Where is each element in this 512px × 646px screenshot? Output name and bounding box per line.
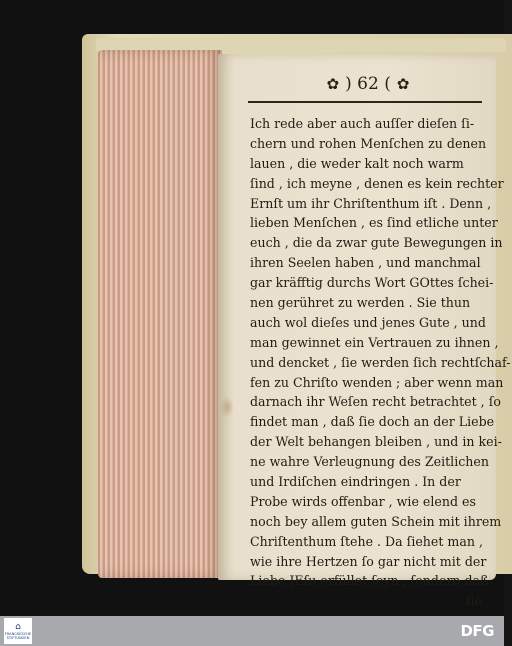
text-line: auch wol dieſes und jenes Gute , und: [250, 314, 486, 330]
text-line: fen zu Chriſto wenden ; aber wenn man: [250, 374, 504, 390]
text-line: ne wahre Verleugnung des Zeitlichen: [250, 454, 489, 470]
text-line: lauen , die weder kalt noch warm: [250, 155, 464, 171]
dfg-logo[interactable]: DFG: [460, 622, 494, 640]
text-line: Liebe JEſu erfüllet ſeyn , ſondern daß: [250, 573, 489, 589]
page-text: [250, 114, 511, 611]
text-line: lieben Menſchen , es ſind etliche unter: [250, 215, 498, 231]
text-line: Ich rede aber auch auſſer dieſen ſi-: [250, 116, 475, 131]
text-line: noch bey allem guten Schein mit ihrem: [250, 513, 502, 529]
ornament-left-icon: ✿: [326, 74, 340, 93]
text-line: gar kräfftig durchs Wort GOttes ſchei-: [250, 275, 494, 291]
page-header: [318, 72, 418, 96]
page-number: ) 62 (: [345, 74, 391, 94]
text-line: man gewinnet ein Vertrauen zu ihnen ,: [250, 334, 499, 350]
text-line: und Irdiſchen eindringen . In der: [250, 474, 461, 490]
page-stain: [220, 396, 234, 418]
text-line: ihren Seelen haben , und manchmal: [250, 255, 481, 271]
text-line: wie ihre Hertzen ſo gar nicht mit der: [250, 553, 487, 569]
text-line: chern und rohen Menſchen zu denen: [250, 135, 487, 151]
text-line: euch , die da zwar gute Bewegungen in: [250, 235, 503, 251]
ornament-right-icon: ✿: [396, 74, 410, 93]
header-rule: [248, 101, 482, 103]
text-line: nen gerühret zu werden . Sie thun: [250, 295, 471, 311]
text-line: und dencket , ſie werden ſich rechtſchaf-: [250, 354, 511, 370]
text-line: Chriſtenthum ſtehe . Da ſiehet man ,: [250, 533, 484, 549]
footer-bar: [0, 616, 504, 646]
text-line: findet man , daß ſie doch an der Liebe: [250, 414, 495, 430]
catchword: ſie: [465, 593, 482, 609]
franckesche-stiftungen-logo-icon[interactable]: ⌂ FRANCKESCHE STIFTUNGEN: [4, 618, 32, 644]
text-line: Probe wirds offenbar , wie elend es: [250, 493, 476, 509]
text-line: der Welt behangen bleiben , und in kei-: [250, 434, 502, 450]
page-edges: [98, 50, 222, 578]
logo-left-text: FRANCKESCHE STIFTUNGEN: [4, 631, 32, 640]
text-line: darnach ihr Weſen recht betrachtet , ſo: [250, 394, 501, 410]
text-line: Ernſt um ihr Chriſtenthum iſt . Denn ,: [250, 195, 492, 211]
text-line: ſind , ich meyne , denen es kein rechter: [250, 175, 504, 191]
